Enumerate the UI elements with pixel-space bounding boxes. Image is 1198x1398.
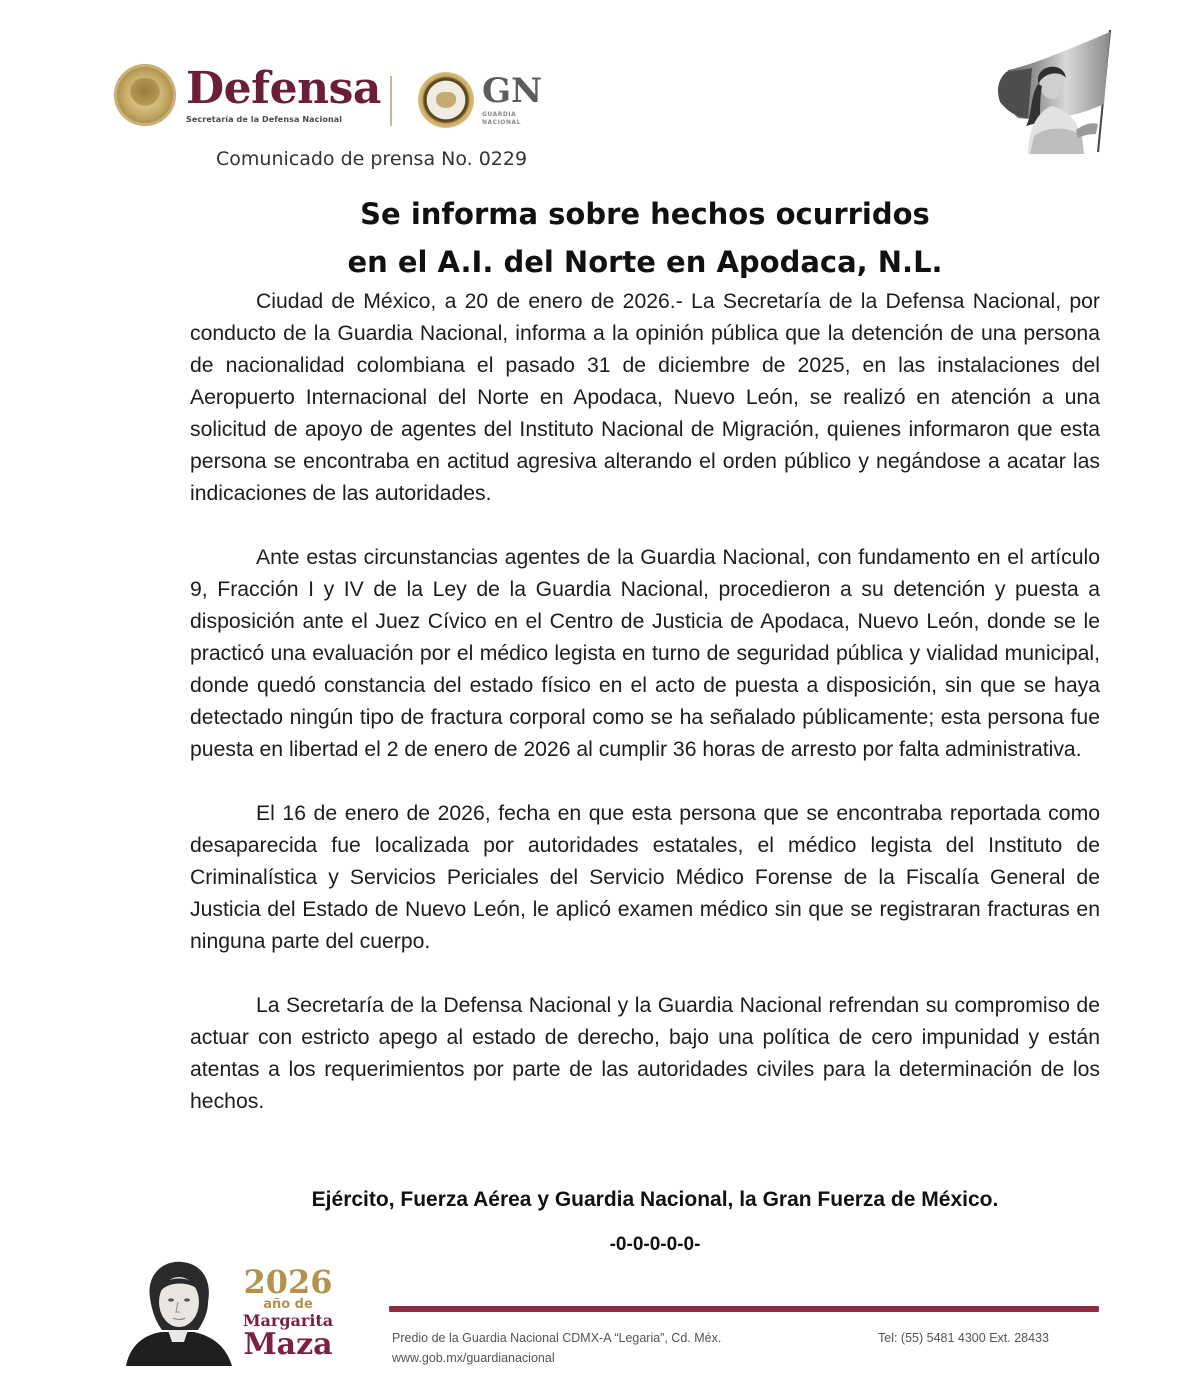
gn-subtitle-line1: GUARDIA [482,110,517,118]
year-name-last: Maza [243,1327,333,1362]
year-ano-de: año de [263,1297,313,1312]
title-line-1: Se informa sobre hechos ocurridos [360,197,930,231]
press-release-number: Comunicado de prensa No. 0229 [216,148,528,170]
title-line-2: en el A.I. del Norte en Apodaca, N.L. [347,245,943,279]
body-paragraph-4: La Secretaría de la Defensa Nacional y la Guardia Nacional refrendan su compromiso de actuar con estricto apego al estado de derecho, bajo una política de cero impunidad y están atentas a los requerimientos por parte de las autoridades civiles para la determinación de los hechos. [190,994,1100,1113]
margarita-maza-portrait-icon [122,1258,234,1366]
logo-divider [390,76,392,126]
defensa-wordmark: Defensa [186,62,381,114]
closing-slogan: Ejército, Fuerza Aérea y Guardia Nacional, la Gran Fuerza de México. [311,1188,999,1211]
guardia-nacional-seal-icon [418,72,474,128]
body-paragraph-2: Ante estas circunstancias agentes de la Guardia Nacional, con fundamento en el artículo 9, Fracción I y IV de la Ley de la Guardia Nacional, procedieron a su detención y puesta a disposición ante el Juez Cívico en el Centro de Justicia de Apodaca, Nuevo León, donde se le practicó una evaluación por el médico legista en turno de seguridad pública y vialidad municipal, donde quedó constancia del estado físico en el acto de puesta a disposición, sin que se haya detectado ningún tipo de fractura corporal como se ha señalado públicamente; esta persona fue puesta en libertad el 2 de enero de 2026 al cumplir 36 horas de arresto por falta administrativa. [190,546,1100,761]
press-release-body [190,286,1100,1118]
defensa-subtitle: Secretaría de la Defensa Nacional [186,114,343,124]
body-paragraph-1: Ciudad de México, a 20 de enero de 2026.- La Secretaría de la Defensa Nacional, por conducto de la Guardia Nacional, informa a la opinión pública que la detención de una persona de nacionalidad colombiana el pasado 31 de diciembre de 2025, en las instalaciones del Aeropuerto Internacional del Norte en Apodaca, Nuevo León, se realizó en atención a una solicitud de apoyo de agentes del Instituto Nacional de Migración, quienes informaron que esta persona se encontraba en actitud agresiva alterando el orden público y negándose a acatar las indicaciones de las autoridades. [190,290,1100,505]
gn-text-block [482,70,543,127]
footer-address: Predio de la Guardia Nacional CDMX-A “Legaria”, Cd. Méx. [392,1331,722,1345]
body-paragraph-3: El 16 de enero de 2026, fecha en que esta persona que se encontraba reportada como desaparecida fue localizada por autoridades estatales, el médico legista del Instituto de Criminalística y Servicios Periciales del Servicio Médico Forense de la Fiscalía General de Justicia del Estado de Nuevo León, le aplicó examen médico sin que se registraran fracturas en ninguna parte del cuerpo. [190,802,1100,953]
end-mark: -0-0-0-0-0- [609,1234,701,1255]
national-emblem-icon [114,64,176,126]
woman-with-flag-illustration-icon [988,26,1116,156]
year-name-first: Margarita [242,1311,334,1330]
gn-wordmark: GN [482,70,543,111]
guardia-nacional-logo [418,72,542,128]
footer-divider-bar [389,1306,1099,1312]
defensa-logo [114,64,381,126]
footer-address-block [392,1328,721,1368]
defensa-text-block [186,62,381,124]
footer-phone: Tel: (55) 5481 4300 Ext. 28433 [878,1331,1049,1345]
year-badge [238,1263,338,1362]
footer-website-link[interactable]: www.gob.mx/guardianacional [392,1351,555,1365]
gn-subtitle-line2: NACIONAL [482,118,521,126]
year-number: 2026 [243,1263,333,1301]
press-release-title [200,190,1090,286]
